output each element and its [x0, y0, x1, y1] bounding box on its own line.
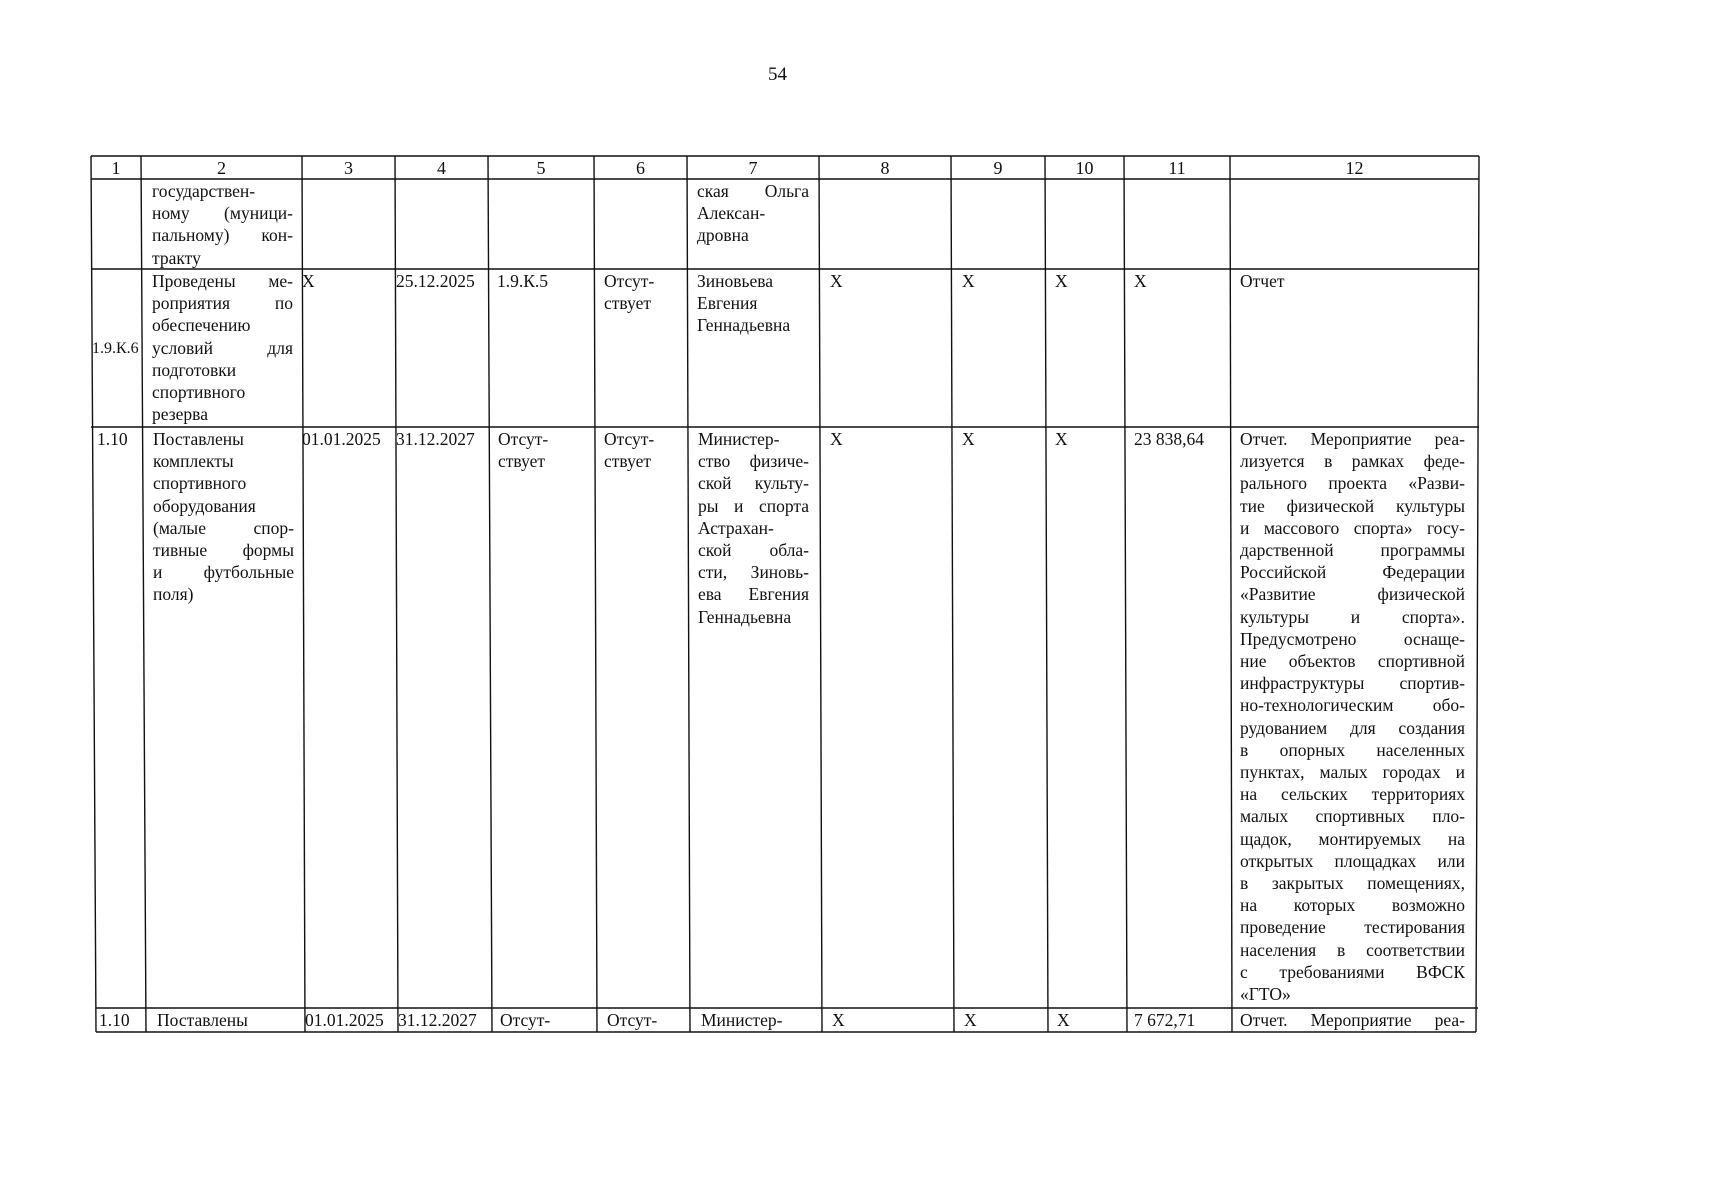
text-line: Поставлены [157, 1010, 248, 1030]
text-line: ство физиче- [698, 451, 809, 472]
text-line: рудованием для создания [1240, 717, 1465, 738]
row-3-col-6 [604, 428, 688, 472]
row-2-col-6 [604, 270, 688, 314]
text-line: Отчет [1240, 271, 1285, 291]
row-4-col-11-amount: 7 672,71 [1134, 1010, 1196, 1030]
text-line: ние объектов спортивной [1240, 651, 1465, 672]
row-3-col-2 [153, 428, 294, 606]
text-line: «Развитие физической [1240, 584, 1465, 605]
text-line: Евгения [697, 293, 758, 314]
text-line: рального проекта «Разви- [1240, 473, 1465, 494]
text-line: Отсут- [607, 1010, 658, 1030]
row-3-col-3-date: 01.01.2025 [302, 429, 381, 449]
text-line: Отсут- [604, 429, 655, 449]
text-line: спортивного [152, 382, 246, 403]
row-1-col-2 [152, 180, 293, 269]
text-line: поля) [153, 584, 194, 605]
text-line: ствует [604, 293, 652, 314]
text-line: инфраструктуры спортив- [1240, 673, 1465, 694]
text-line: комплекты [153, 451, 234, 472]
header-col-4: 4 [437, 158, 446, 178]
text-line: Предусмотрено оснаще- [1240, 628, 1465, 649]
text-line: тракту [152, 247, 201, 268]
row-3-col-11-amount: 23 838,64 [1134, 429, 1204, 449]
row-2-col-10: X [1055, 271, 1068, 291]
header-col-11: 11 [1168, 158, 1186, 178]
text-line: «ГТО» [1240, 984, 1291, 1005]
text-line: дарственной программы [1240, 540, 1465, 561]
text-line: Отсут- [500, 1010, 551, 1030]
text-line: условий для [152, 337, 293, 358]
text-line: Алексан- [697, 203, 766, 224]
header-col-8: 8 [880, 158, 890, 178]
text-line: пунктах, малых городах и [1240, 762, 1465, 783]
row-4-col-12 [1240, 1009, 1465, 1031]
row-3-col-8: X [830, 429, 843, 449]
row-4-col-2 [157, 1009, 298, 1031]
text-line: в опорных населенных [1240, 739, 1465, 760]
row-3-col-9: X [962, 429, 975, 449]
text-line: резерва [152, 404, 208, 425]
row-2-col-12 [1240, 270, 1466, 292]
header-col-10: 10 [1075, 158, 1094, 178]
text-line: ская Ольга [697, 181, 809, 201]
row-2-col-8: X [830, 271, 843, 291]
text-line: Отчет. Мероприятие реа- [1240, 429, 1465, 449]
header-col-12: 12 [1345, 158, 1364, 178]
text-line: Геннадьевна [698, 606, 792, 627]
text-line: оборудования [153, 495, 256, 516]
text-line: ева Евгения [698, 584, 809, 605]
text-line: и массового спорта» госу- [1240, 517, 1465, 538]
row-2-col-3: X [302, 271, 315, 291]
text-line: но-технологическим обо- [1240, 695, 1465, 716]
text-line: Российской Федерации [1240, 562, 1465, 583]
row-4-col-7 [701, 1009, 816, 1031]
text-line: Министер- [698, 429, 780, 449]
text-line: ры и спорта [698, 495, 809, 516]
row-2-col-5: 1.9.К.5 [497, 271, 549, 291]
text-line: обеспечению [152, 315, 251, 336]
text-line: подготовки [152, 359, 237, 380]
text-line: ному (муници- [152, 203, 293, 224]
text-line: Астрахан- [698, 517, 774, 538]
row-2-col-4-date: 25.12.2025 [396, 271, 475, 291]
row-4-col-9: X [964, 1010, 977, 1030]
row-3-col-1-number: 1.10 [97, 429, 128, 449]
text-line: и футбольные [153, 562, 294, 583]
text-line: пальному) кон- [152, 225, 293, 246]
text-line: сти, Зиновь- [698, 562, 809, 583]
text-line: с требованиями ВФСК [1240, 961, 1465, 982]
header-col-7: 7 [748, 158, 758, 178]
row-2-col-9: X [962, 271, 975, 291]
text-line: открытых площадках или [1240, 850, 1465, 871]
text-line: ской обла- [698, 540, 809, 561]
header-col-9: 9 [993, 158, 1003, 178]
header-col-2: 2 [217, 158, 226, 178]
text-line: ствует [498, 451, 546, 472]
text-line: Поставлены [153, 429, 244, 449]
row-3-col-5 [498, 428, 590, 472]
header-col-6: 6 [636, 158, 645, 178]
text-line: дровна [697, 225, 749, 246]
header-col-5: 5 [536, 158, 546, 178]
row-4-col-6 [607, 1009, 691, 1031]
text-line: спортивного [153, 473, 247, 494]
text-line: роприятия по [152, 293, 293, 314]
row-2-col-1-number: 1.9.К.6 [92, 340, 139, 357]
text-line: Геннадьевна [697, 315, 791, 336]
row-2-col-2 [152, 270, 293, 425]
page-number: 54 [768, 64, 787, 85]
row-3-col-4-date: 31.12.2027 [396, 429, 475, 449]
row-2-col-11: X [1134, 271, 1147, 291]
header-col-3: 3 [344, 158, 353, 178]
row-3-col-12 [1240, 428, 1465, 1005]
row-4-col-1-number: 1.10 [99, 1010, 130, 1030]
row-4-col-10: X [1057, 1010, 1070, 1030]
text-line: щадок, монтируемых на [1240, 828, 1465, 849]
text-line: на сельских территориях [1240, 784, 1465, 805]
text-line: Отсут- [604, 271, 655, 291]
text-line: государствен- [152, 181, 256, 201]
row-1-col-7 [697, 180, 809, 247]
text-line: тивные формы [153, 540, 294, 561]
text-line: малых спортивных пло- [1240, 806, 1465, 827]
row-3-col-7 [698, 428, 809, 628]
text-line: культуры и спорта». [1240, 606, 1465, 627]
row-4-col-5 [500, 1009, 592, 1031]
row-4-col-4-date: 31.12.2027 [398, 1010, 477, 1030]
text-line: лизуется в рамках феде- [1240, 451, 1465, 472]
text-line: Отчет. Мероприятие реа- [1240, 1010, 1465, 1030]
text-line: населения в соответствии [1240, 939, 1465, 960]
row-4-col-8: X [832, 1010, 845, 1030]
row-4-col-3-date: 01.01.2025 [305, 1010, 384, 1030]
row-2-col-7 [697, 270, 817, 337]
text-line: тие физической культуры [1240, 495, 1465, 516]
text-line: (малые спор- [153, 517, 294, 538]
text-line: на которых возможно [1240, 895, 1465, 916]
text-line: Зиновьева [697, 271, 774, 291]
text-line: Министер- [701, 1010, 783, 1030]
text-line: Отсут- [498, 429, 549, 449]
text-line: ствует [604, 451, 652, 472]
text-line: в закрытых помещениях, [1240, 873, 1465, 894]
row-3-col-10: X [1055, 429, 1068, 449]
header-col-1: 1 [111, 158, 121, 178]
text-line: проведение тестирования [1240, 917, 1465, 938]
text-line: ской культу- [698, 473, 809, 494]
text-line: Проведены ме- [152, 271, 293, 291]
